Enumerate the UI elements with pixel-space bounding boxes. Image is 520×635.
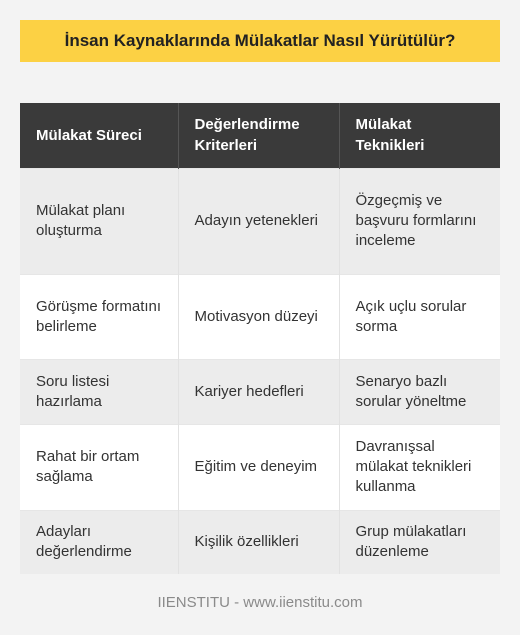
table-cell: Kişilik özellikleri xyxy=(178,510,339,574)
table-cell: Adayları değerlendirme xyxy=(20,510,178,574)
table-cell: Eğitim ve deneyim xyxy=(178,424,339,510)
table-cell: Motivasyon düzeyi xyxy=(178,274,339,359)
interview-table xyxy=(20,103,500,574)
table-cell: Mülakat planı oluşturma xyxy=(20,168,178,274)
table-row xyxy=(20,424,500,510)
table-cell: Özgeçmiş ve başvuru formlarını inceleme xyxy=(339,168,500,274)
table-cell: Soru listesi hazırlama xyxy=(20,359,178,424)
column-header: Değerlendirme Kriterleri xyxy=(178,103,339,168)
table-row xyxy=(20,274,500,359)
column-header: Mülakat Süreci xyxy=(20,103,178,168)
table-cell: Görüşme formatını belirleme xyxy=(20,274,178,359)
table-row xyxy=(20,359,500,424)
table-cell: Senaryo bazlı sorular yöneltme xyxy=(339,359,500,424)
page-title: İnsan Kaynaklarında Mülakatlar Nasıl Yürütülür? xyxy=(20,20,500,62)
table-cell: Rahat bir ortam sağlama xyxy=(20,424,178,510)
table-cell: Açık uçlu sorular sorma xyxy=(339,274,500,359)
table-header-row xyxy=(20,103,500,168)
column-header: Mülakat Teknikleri xyxy=(339,103,500,168)
table-row xyxy=(20,168,500,274)
table-row xyxy=(20,510,500,574)
footer-credit: IIENSTITU - www.iienstitu.com xyxy=(157,594,363,611)
table-cell: Kariyer hedefleri xyxy=(178,359,339,424)
table-cell: Adayın yetenekleri xyxy=(178,168,339,274)
table-cell: Davranışsal mülakat teknikleri kullanma xyxy=(339,424,500,510)
table-cell: Grup mülakatları düzenleme xyxy=(339,510,500,574)
